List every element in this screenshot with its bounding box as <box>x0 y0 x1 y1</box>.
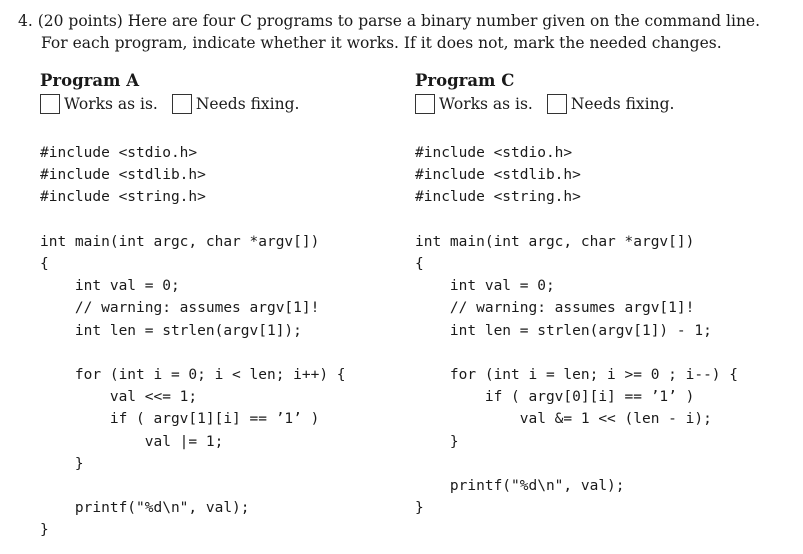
program-a-fix-label: Needs fixing. <box>195 95 300 113</box>
program-c-fix-checkbox[interactable] <box>547 94 567 114</box>
question-line-2: For each program, indicate whether it works. If it does not, mark the needed changes. <box>41 34 722 52</box>
program-c-code: #include <stdio.h> #include <stdlib.h> #include <string.h> int main(int argc, char *argv[]) { int val = 0; // warning: assumes argv[1]! int len = strlen(argv[1]) - 1; for (int i = len; i >= 0 ; i--) { if ( argv[0][i] == ’1’ ) val &= 1 << (len - i); } printf("%d\n", val); } <box>415 145 739 517</box>
program-c-fix-label: Needs fixing. <box>570 95 675 113</box>
program-a-options <box>40 93 346 115</box>
program-c-fix-option[interactable] <box>547 93 675 115</box>
program-a-title: Program A <box>40 71 140 90</box>
program-a-code: #include <stdio.h> #include <stdlib.h> #include <string.h> int main(int argc, char *argv[]) { int val = 0; // warning: assumes argv[1]! int len = strlen(argv[1]); for (int i = 0; i < len; i++) { val <<= 1; if ( argv[1][i] == ’1’ ) val |= 1; } printf("%d\n", val); } <box>40 145 346 539</box>
program-a-fix-option[interactable] <box>172 93 300 115</box>
program-a-works-label: Works as is. <box>64 95 158 113</box>
program-c-works-label: Works as is. <box>439 95 533 113</box>
question-text <box>18 10 788 54</box>
program-c-block <box>415 70 738 519</box>
program-a-works-checkbox[interactable] <box>40 94 60 114</box>
program-a-block <box>40 70 346 542</box>
program-c-works-checkbox[interactable] <box>415 94 435 114</box>
program-c-options <box>415 93 738 115</box>
program-c-title: Program C <box>415 71 515 90</box>
program-c-works-option[interactable] <box>415 93 533 115</box>
program-a-works-option[interactable] <box>40 93 158 115</box>
program-a-fix-checkbox[interactable] <box>172 94 192 114</box>
question-line-1: 4. (20 points) Here are four C programs to parse a binary number given on the command line. <box>18 12 761 30</box>
